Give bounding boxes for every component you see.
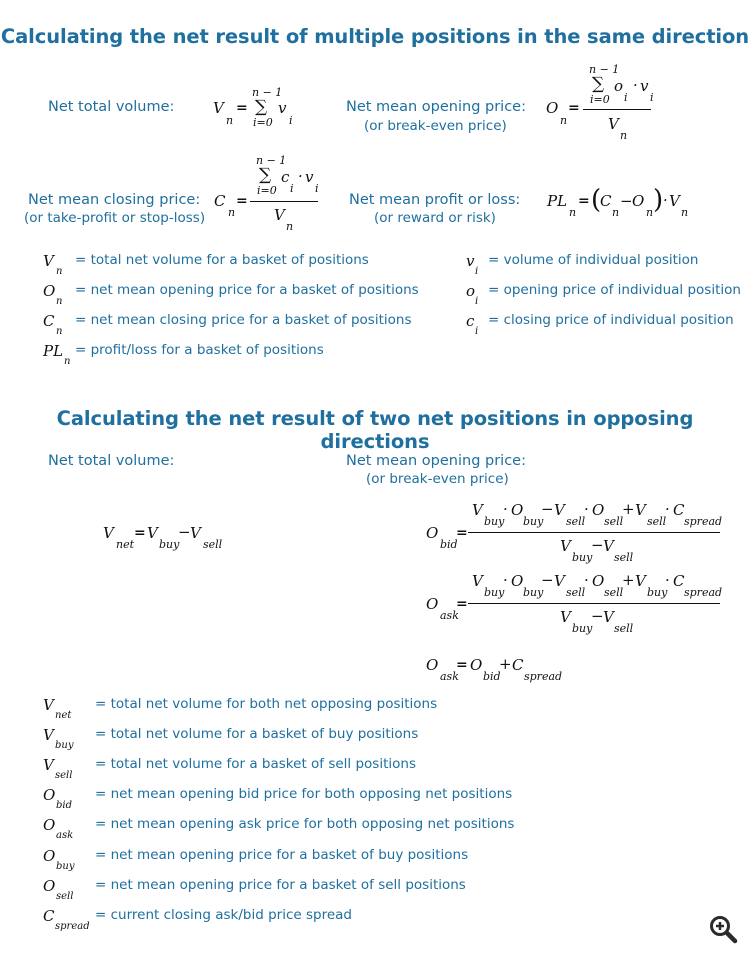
net-mean-opening-label: Net mean opening price: [346,99,526,115]
net-mean-pl-sub: (or reward or risk) [374,210,496,226]
net-mean-closing-sub: (or take-profit or stop-loss) [24,210,206,226]
section2-title: Calculating the net result of two net positions in opposing directions [56,407,694,453]
net-total-volume-label-2: Net total volume: [48,453,175,469]
zoom-in-icon[interactable] [708,914,738,944]
net-mean-opening-sub-2: (or break-even price) [366,471,509,487]
section1-title: Calculating the net result of multiple positions in the same direction [0,25,750,48]
net-mean-pl-label: Net mean profit or loss: [349,192,521,208]
net-mean-opening-sub: (or break-even price) [364,118,507,134]
net-total-volume-label: Net total volume: [48,99,175,115]
net-mean-opening-label-2: Net mean opening price: [346,453,526,469]
net-mean-closing-label: Net mean closing price: [28,192,201,208]
